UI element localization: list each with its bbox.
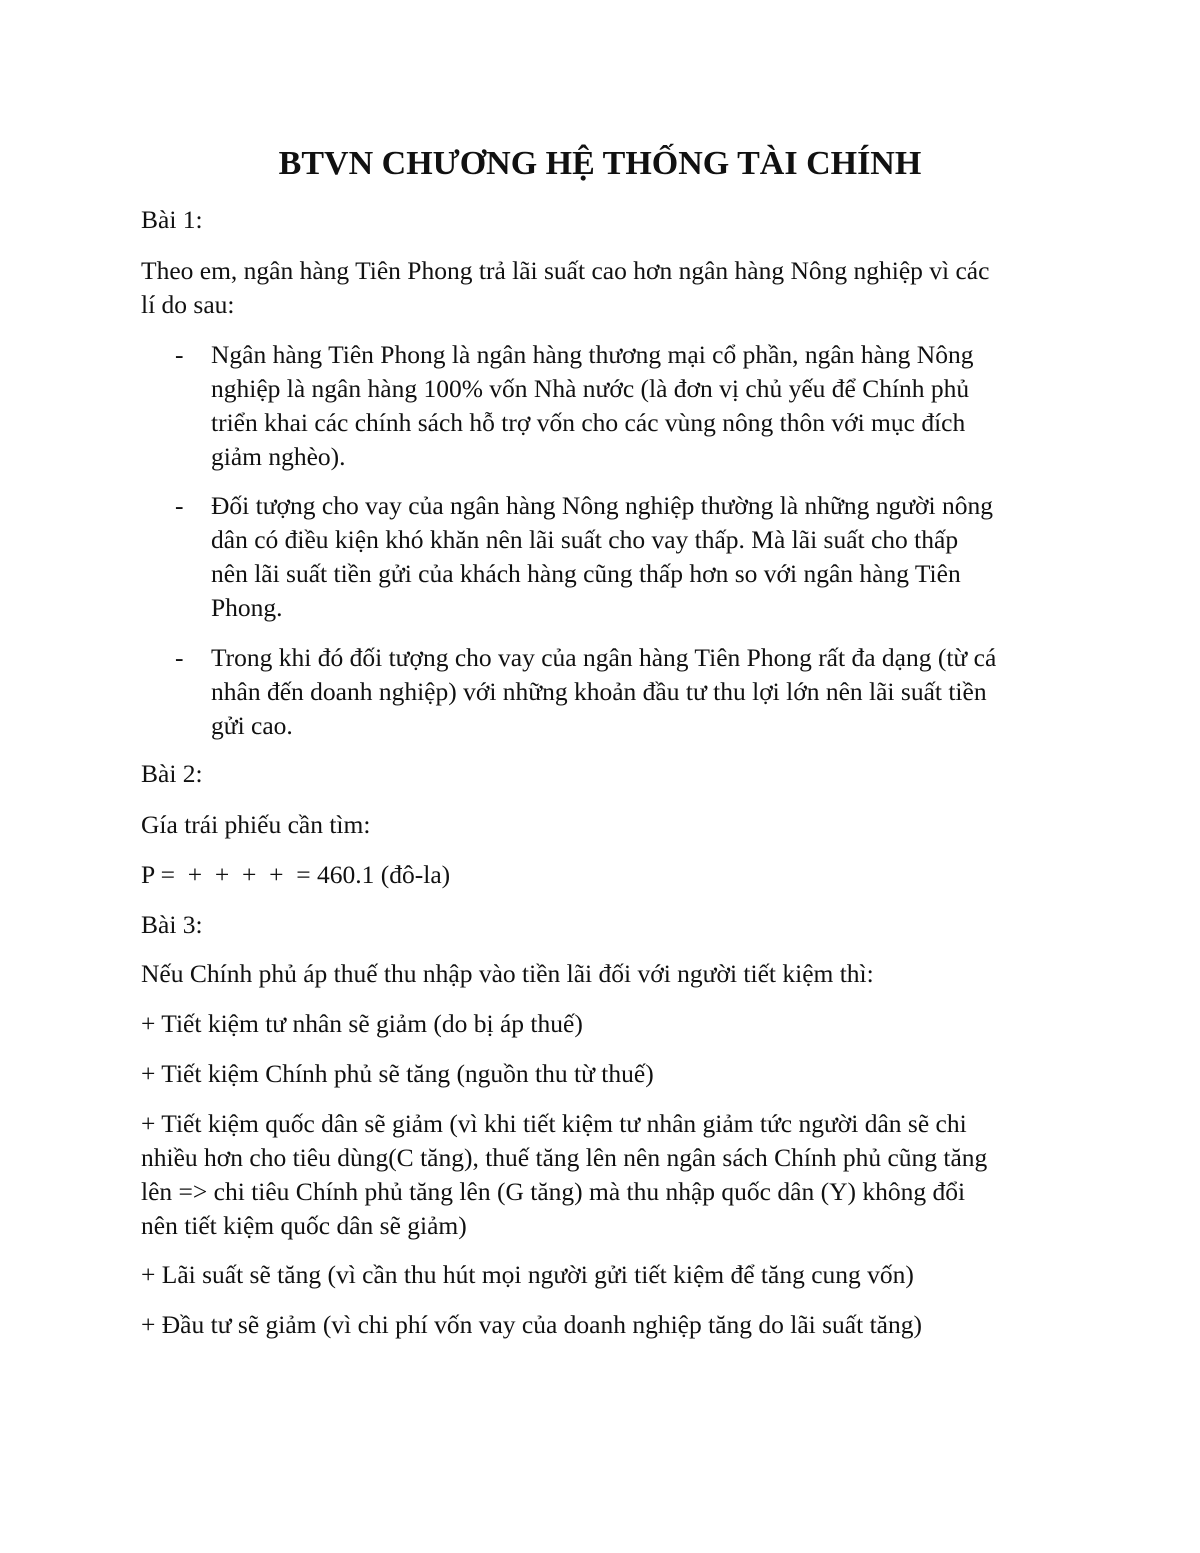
bullet-text	[211, 338, 1061, 474]
paragraph-line: lên => chi tiêu Chính phủ tăng lên (G tăng) mà thu nhập quốc dân (Y) không đổi	[141, 1177, 966, 1206]
bullet-text	[211, 489, 1061, 625]
bai1-intro-line-2: lí do sau:	[141, 290, 235, 319]
bullet-line: nghiệp là ngân hàng 100% vốn Nhà nước (là đơn vị chủ yếu để Chính phủ	[211, 374, 970, 403]
bai3-item-4: + Lãi suất sẽ tăng (vì cần thu hút mọi người gửi tiết kiệm để tăng cung vốn)	[141, 1260, 914, 1289]
bai2-heading: Bài 2:	[141, 759, 203, 788]
bullet-line: gửi cao.	[211, 711, 293, 740]
bai3-item-2: + Tiết kiệm Chính phủ sẽ tăng (nguồn thu từ thuế)	[141, 1059, 654, 1088]
bullet-dash: -	[175, 643, 184, 672]
bullet-line: nhân đến doanh nghiệp) với những khoản đầu tư thu lợi lớn nên lãi suất tiền	[211, 677, 987, 706]
bai3-item-5: + Đầu tư sẽ giảm (vì chi phí vốn vay của doanh nghiệp tăng do lãi suất tăng)	[141, 1310, 922, 1339]
paragraph-line: nên tiết kiệm quốc dân sẽ giảm)	[141, 1211, 467, 1240]
bullet-line: Ngân hàng Tiên Phong là ngân hàng thương mại cổ phần, ngân hàng Nông	[211, 340, 974, 369]
bai2-formula: P = + + + + = 460.1 (đô-la)	[141, 860, 451, 889]
paragraph-line: + Tiết kiệm quốc dân sẽ giảm (vì khi tiết kiệm tư nhân giảm tức người dân sẽ chi	[141, 1109, 967, 1138]
bai1-heading: Bài 1:	[141, 205, 203, 234]
bullet-line: nên lãi suất tiền gửi của khách hàng cũng thấp hơn so với ngân hàng Tiên	[211, 559, 961, 588]
bullet-text	[211, 641, 1061, 743]
bullet-line: triển khai các chính sách hỗ trợ vốn cho các vùng nông thôn với mục đích	[211, 408, 966, 437]
bullet-line: Trong khi đó đối tượng cho vay của ngân hàng Tiên Phong rất đa dạng (từ cá	[211, 643, 997, 672]
bai2-line-1: Gía trái phiếu cần tìm:	[141, 810, 371, 839]
bullet-dash: -	[175, 491, 184, 520]
bullet-line: Đối tượng cho vay của ngân hàng Nông nghiệp thường là những người nông	[211, 491, 993, 520]
bullet-line: dân có điều kiện khó khăn nên lãi suất cho vay thấp. Mà lãi suất cho thấp	[211, 525, 959, 554]
bullet-dash: -	[175, 340, 184, 369]
bullet-line: Phong.	[211, 593, 283, 622]
bullet-line: giảm nghèo).	[211, 442, 346, 471]
bai3-item-3	[141, 1107, 1061, 1243]
bai3-item-1: + Tiết kiệm tư nhân sẽ giảm (do bị áp thuế)	[141, 1009, 583, 1038]
document-title: BTVN CHƯƠNG HỆ THỐNG TÀI CHÍNH	[278, 145, 922, 182]
paragraph-line: nhiều hơn cho tiêu dùng(C tăng), thuế tăng lên nên ngân sách Chính phủ cũng tăng	[141, 1143, 988, 1172]
bai1-intro-line-1: Theo em, ngân hàng Tiên Phong trả lãi suất cao hơn ngân hàng Nông nghiệp vì các	[141, 256, 990, 285]
bai3-heading: Bài 3:	[141, 910, 203, 939]
bai3-intro: Nếu Chính phủ áp thuế thu nhập vào tiền lãi đối với người tiết kiệm thì:	[141, 959, 874, 988]
